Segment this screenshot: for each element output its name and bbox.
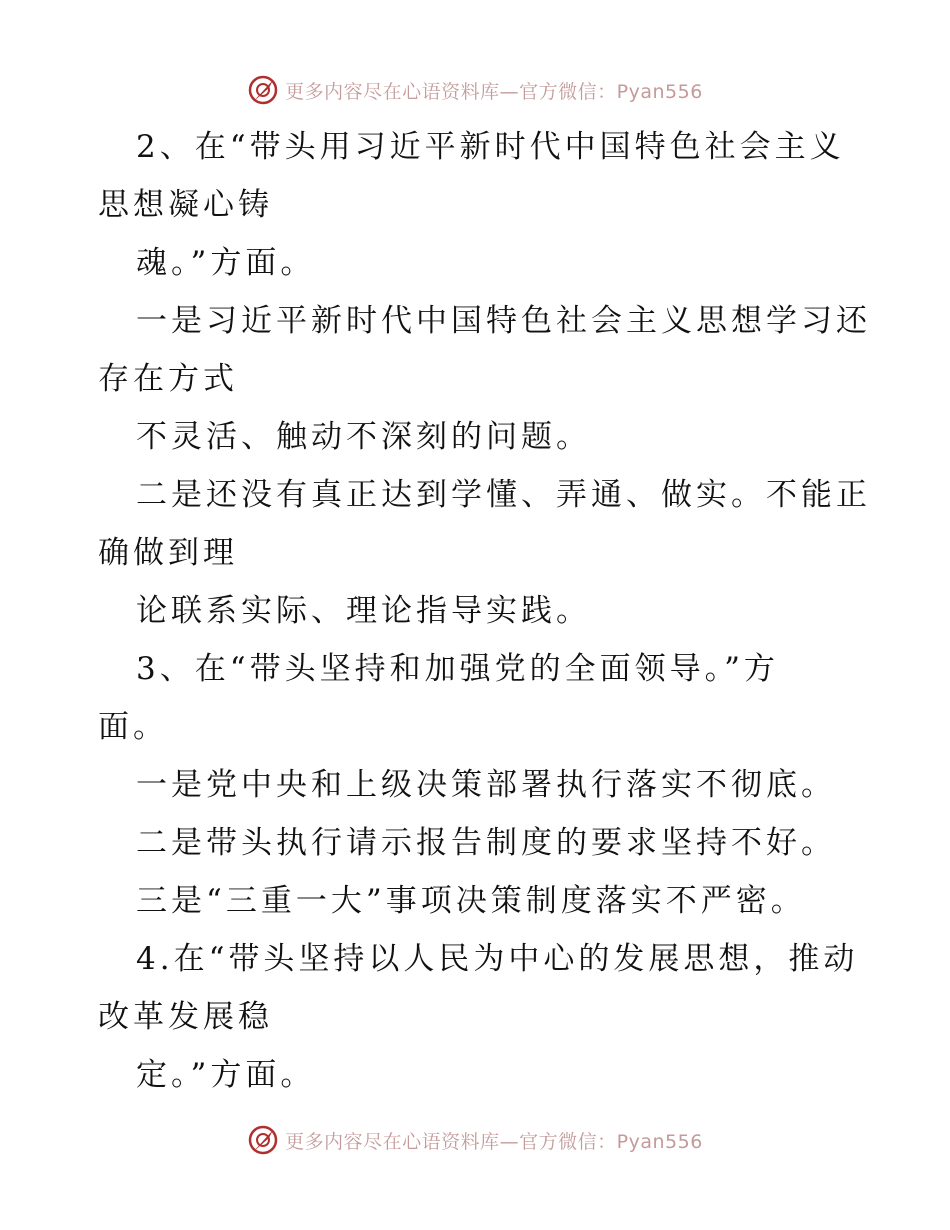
body-line-17: 定。”方面。 [136,1057,316,1093]
body-line-6: 不灵活、触动不深刻的问题。 [136,419,591,455]
footer-brand: 更多内容尽在心语资料库 [285,1130,500,1153]
body-line-8: 确做到理 [98,535,238,571]
header-separator: — [499,80,520,103]
body-line-10: 3、在“带头坚持和加强党的全面领导。”方 [136,651,779,687]
header-brand: 更多内容尽在心语资料库 [285,80,500,103]
body-line-2: 思想凝心铸 [98,187,273,223]
header-text [285,77,703,104]
body-line-13: 二是带头执行请示报告制度的要求坚持不好。 [136,825,836,861]
body-line-9: 论联系实际、理论指导实践。 [136,593,591,629]
footer-text [285,1127,703,1154]
body-line-7: 二是还没有真正达到学懂、弄通、做实。不能正 [136,477,871,513]
footer-watermark [0,1120,950,1160]
body-line-14: 三是“三重一大”事项决策制度落实不严密。 [136,883,806,919]
header-watermark [0,70,950,110]
quill-logo-icon [247,74,279,106]
body-line-4: 一是习近平新时代中国特色社会主义思想学习还 [136,303,871,339]
body-line-3: 魂。”方面。 [136,245,316,281]
body-line-1: 2、在“带头用习近平新时代中国特色社会主义 [136,129,845,165]
quill-logo-icon [247,1124,279,1156]
footer-contact: 官方微信：Pyan556 [519,1130,703,1153]
body-line-16: 改革发展稳 [98,999,273,1035]
body-line-15: 4.在“带头坚持以人民为中心的发展思想，推动 [136,941,859,977]
body-line-11: 面。 [98,709,168,745]
body-line-12: 一是党中央和上级决策部署执行落实不彻底。 [136,767,836,803]
body-line-5: 存在方式 [98,361,238,397]
header-contact: 官方微信：Pyan556 [519,80,703,103]
footer-separator: — [499,1130,520,1153]
